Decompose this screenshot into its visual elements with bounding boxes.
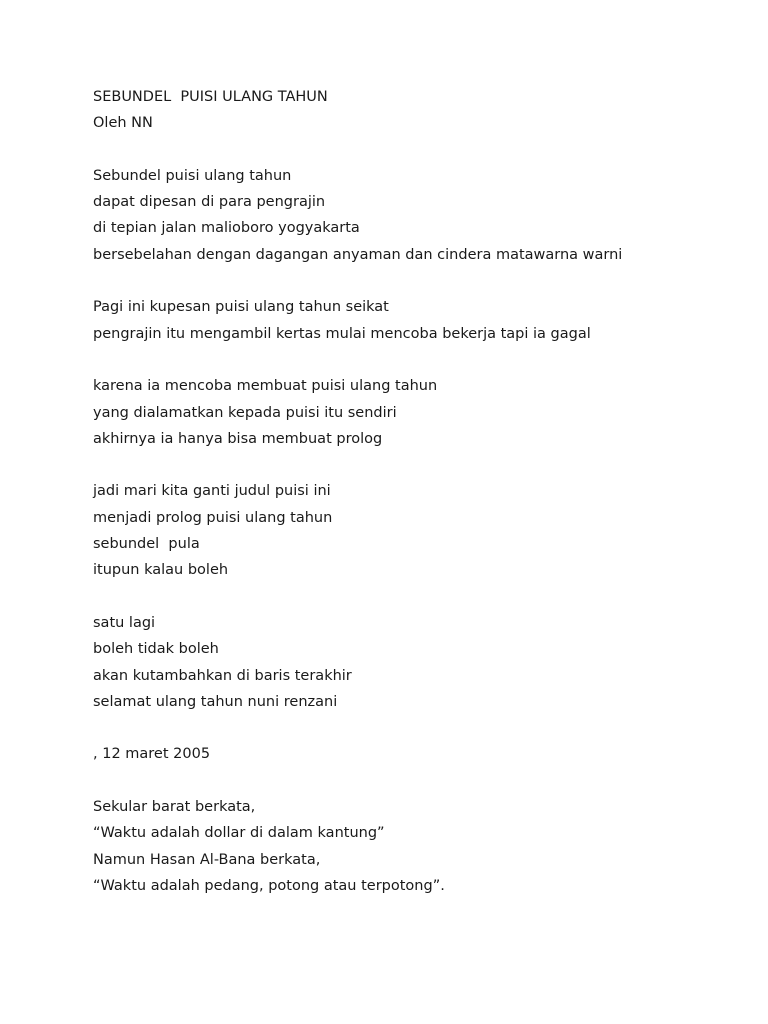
blank-line	[93, 347, 733, 373]
poem-line: akan kutambahkan di baris terakhir	[93, 667, 352, 684]
poem-line: satu lagi	[93, 614, 156, 631]
poem-line: dapat dipesan di para pengrajin	[93, 194, 326, 211]
poem-line: Sebundel puisi ulang tahun	[93, 167, 292, 184]
quote-line: Sekular barat berkata,	[93, 799, 256, 816]
poem-line: yang dialamatkan kepada puisi itu sendiri	[93, 404, 397, 421]
poem-line: akhirnya ia hanya bisa membuat prolog	[93, 430, 383, 447]
poem-title: SEBUNDEL PUISI ULANG TAHUN	[93, 89, 328, 105]
poem-line: selamat ulang tahun nuni renzani	[93, 693, 338, 710]
poem-date: , 12 maret 2005	[93, 746, 211, 763]
stanza-2	[93, 294, 733, 347]
stanza-4	[93, 478, 733, 583]
poem-line: di tepian jalan malioboro yogyakarta	[93, 220, 360, 237]
poem-line: boleh tidak boleh	[93, 641, 219, 658]
blank-line	[93, 452, 733, 478]
stanza-1	[93, 163, 733, 268]
blank-line	[93, 584, 733, 610]
poem-line: pengrajin itu mengambil kertas mulai mencoba bekerja tapi ia gagal	[93, 325, 591, 342]
poem-line: itupun kalau boleh	[93, 562, 229, 579]
blank-line	[93, 768, 733, 794]
stanza-3	[93, 373, 733, 452]
document-body	[93, 84, 733, 899]
quote-line: “Waktu adalah pedang, potong atau terpotong”.	[93, 877, 445, 894]
blank-line	[93, 715, 733, 741]
quote-block	[93, 794, 733, 899]
poem-line: Pagi ini kupesan puisi ulang tahun seikat	[93, 299, 389, 316]
poem-line: sebundel pula	[93, 536, 200, 553]
blank-line	[93, 137, 733, 163]
poem-author: Oleh NN	[93, 115, 153, 132]
poem-line: menjadi prolog puisi ulang tahun	[93, 509, 333, 526]
quote-line: Namun Hasan Al-Bana berkata,	[93, 851, 321, 868]
poem-line: karena ia mencoba membuat puisi ulang tahun	[93, 378, 438, 395]
quote-line: “Waktu adalah dollar di dalam kantung”	[93, 825, 385, 842]
poem-line: jadi mari kita ganti judul puisi ini	[93, 483, 331, 500]
stanza-5	[93, 610, 733, 715]
blank-line	[93, 268, 733, 294]
poem-line: bersebelahan dengan dagangan anyaman dan cindera matawarna warni	[93, 246, 623, 263]
